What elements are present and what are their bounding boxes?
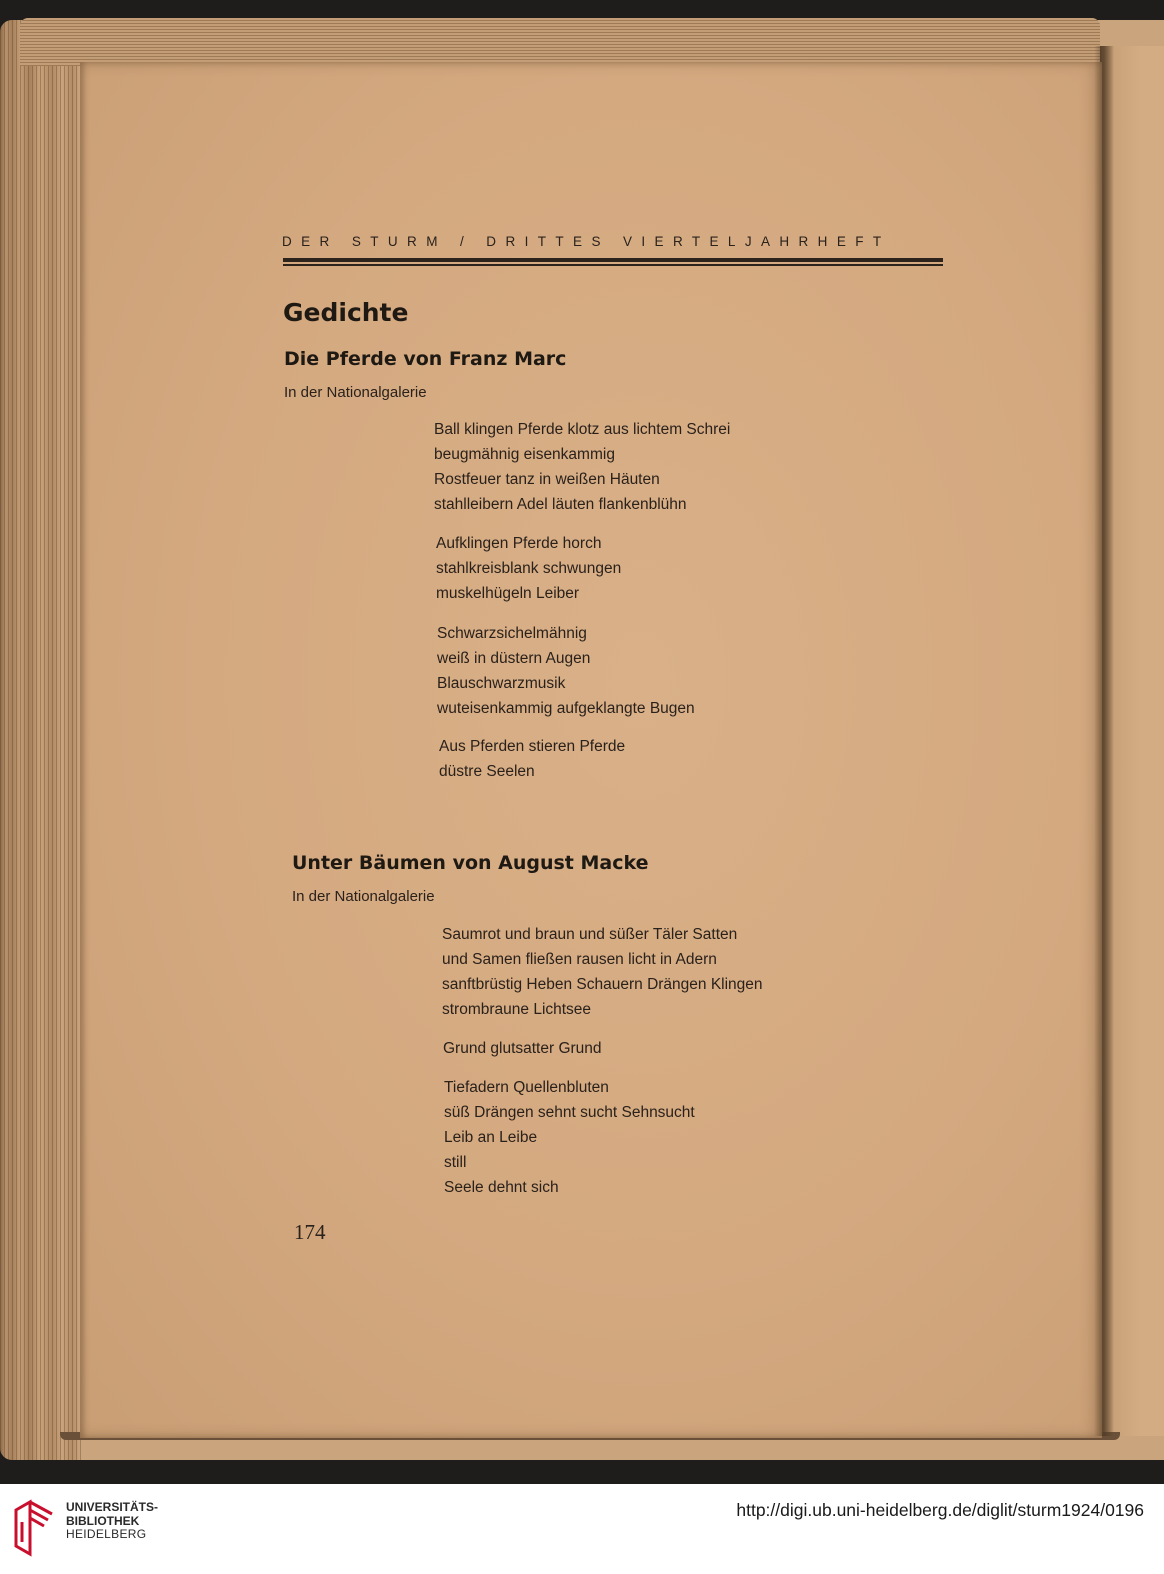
library-name-line1: UNIVERSITÄTS-	[66, 1500, 159, 1514]
verse-line: beugmähnig eisenkammig	[434, 446, 615, 463]
verse-line: Seele dehnt sich	[444, 1179, 559, 1196]
stanza	[437, 621, 695, 721]
verse-line: strombraune Lichtsee	[442, 1001, 592, 1018]
verse-line: Grund glutsatter Grund	[443, 1040, 602, 1057]
library-logo-icon[interactable]	[12, 1496, 56, 1560]
verse-line: Tiefadern Quellenbluten	[444, 1079, 609, 1096]
poem-title: Die Pferde von Franz Marc	[284, 348, 567, 370]
viewer-footer	[0, 1484, 1164, 1574]
verse-line: Aufklingen Pferde horch	[436, 535, 602, 552]
header-rule-thick	[283, 258, 943, 262]
header-rule-thin	[283, 264, 943, 266]
library-name-line3: HEIDELBERG	[66, 1527, 147, 1541]
verse-line: Leib an Leibe	[444, 1129, 538, 1146]
verse-line: wuteisenkammig aufgeklangte Bugen	[437, 700, 695, 717]
page-number: 174	[294, 1220, 326, 1244]
verse-line: und Samen fließen rausen licht in Adern	[442, 951, 717, 968]
verse-line: stahlkreisblank schwungen	[436, 560, 622, 577]
verse-line: Schwarzsichelmähnig	[437, 625, 587, 642]
poem-subtitle: In der Nationalgalerie	[284, 384, 427, 401]
library-name	[66, 1501, 158, 1542]
stanza	[443, 1036, 602, 1061]
verse-line: Rostfeuer tanz in weißen Häuten	[434, 471, 660, 488]
book-gutter	[1094, 46, 1114, 1436]
verse-line: Aus Pferden stieren Pferde	[439, 738, 626, 755]
stanza	[439, 734, 625, 784]
section-title: Gedichte	[283, 298, 409, 327]
stanza	[444, 1075, 695, 1200]
book-page	[80, 62, 1102, 1438]
stanza	[434, 417, 730, 517]
permalink-url[interactable]: http://digi.ub.uni-heidelberg.de/diglit/sturm1924/0196	[736, 1500, 1144, 1520]
poem-subtitle: In der Nationalgalerie	[292, 888, 435, 905]
stanza	[436, 531, 621, 606]
running-header: DER STURM / DRITTES VIERTELJAHRHEFT	[282, 234, 891, 249]
verse-line: sanftbrüstig Heben Schauern Drängen Klingen	[442, 976, 763, 993]
top-page-edges	[20, 18, 1100, 66]
verse-line: weiß in düstern Augen	[437, 650, 591, 667]
page-edge-lines	[0, 20, 82, 1460]
verse-line: muskelhügeln Leiber	[436, 585, 580, 602]
verse-line: Blauschwarzmusik	[437, 675, 566, 692]
verse-line: still	[444, 1154, 467, 1171]
verse-line: düstre Seelen	[439, 763, 535, 780]
verse-line: süß Drängen sehnt sucht Sehnsucht	[444, 1104, 695, 1121]
verse-line: Saumrot und braun und süßer Täler Satten	[442, 926, 738, 943]
verse-line: stahlleibern Adel läuten flankenblühn	[434, 496, 687, 513]
verse-line: Ball klingen Pferde klotz aus lichtem Schrei	[434, 421, 731, 438]
stanza	[442, 922, 763, 1022]
poem-title: Unter Bäumen von August Macke	[292, 852, 649, 874]
library-name-line2: BIBLIOTHEK	[66, 1513, 140, 1528]
